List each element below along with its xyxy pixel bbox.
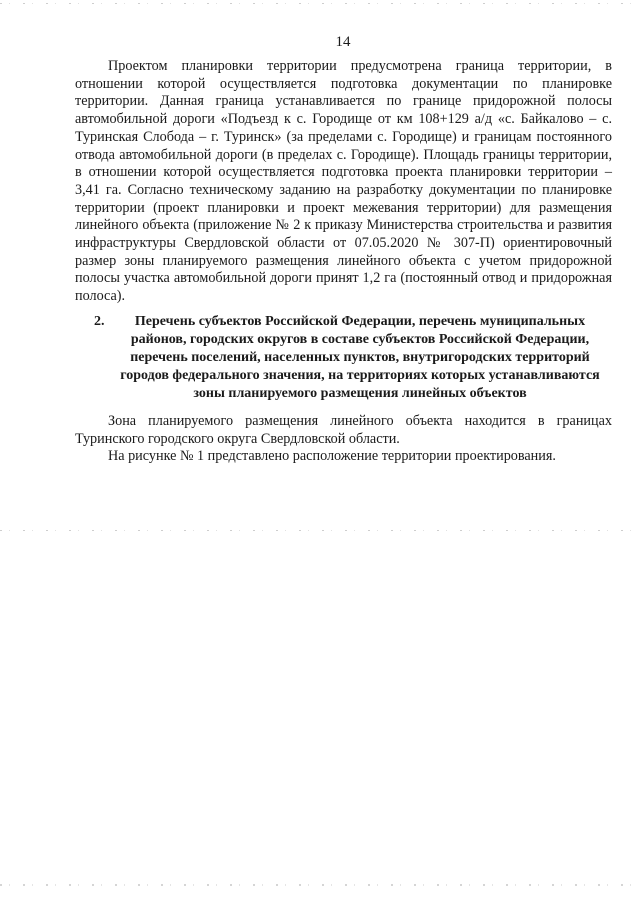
paragraph-figure-reference: На рисунке № 1 представлено расположение территории проектирования. — [108, 448, 556, 464]
section-number: 2. — [94, 314, 105, 329]
scan-artifact-bottom — [0, 884, 640, 886]
section-title: Перечень субъектов Российской Федерации, перечень муниципальных районов, городских округов в составе субъектов Российской Федерации, перечень поселений, населенных пунктов, внутригородских территорий городов федерального значения, на территориях которых устанавливаются зоны планируемого размещения линейных объектов — [120, 314, 600, 401]
paragraph-zone-location: Зона планируемого размещения линейного объекта находится в границах Туринского городского округа Свердловской области. — [75, 413, 612, 447]
section-heading — [95, 313, 607, 403]
scan-artifact-top — [0, 3, 640, 4]
scan-artifact-middle — [0, 530, 640, 531]
paragraph-project-boundary: Проектом планировки территории предусмотрена граница территории, в отношении которой осуществляется подготовка документации по планировке территории. Данная граница устанавливается по границе придорожной полосы автомобильной дороги «Подъезд к с. Городище от км 108+129 а/д «с. Байкалово – с. Туринская Слобода – г. Туринск» (за пределами с. Городище) и границам постоянного отвода автомобильной дороги (в пределах с. Городище). Площадь границы территории, в отношении которой осуществляется подготовка проекта планировки территории – 3,41 га. Согласно техническому заданию на разработку документации по планировке территории (проект планировки и проект межевания территории) для размещения линейного объекта (приложение № 2 к приказу Министерства строительства и развития инфраструктуры Свердловской области от 07.05.2020 № 307-П) ориентировочный размер зоны планируемого размещения линейного объекта с учетом придорожной полосы участка автомобильной дороги принят 1,2 га (постоянный отвод и придорожная полоса). — [75, 58, 612, 305]
page-number: 14 — [335, 34, 351, 50]
